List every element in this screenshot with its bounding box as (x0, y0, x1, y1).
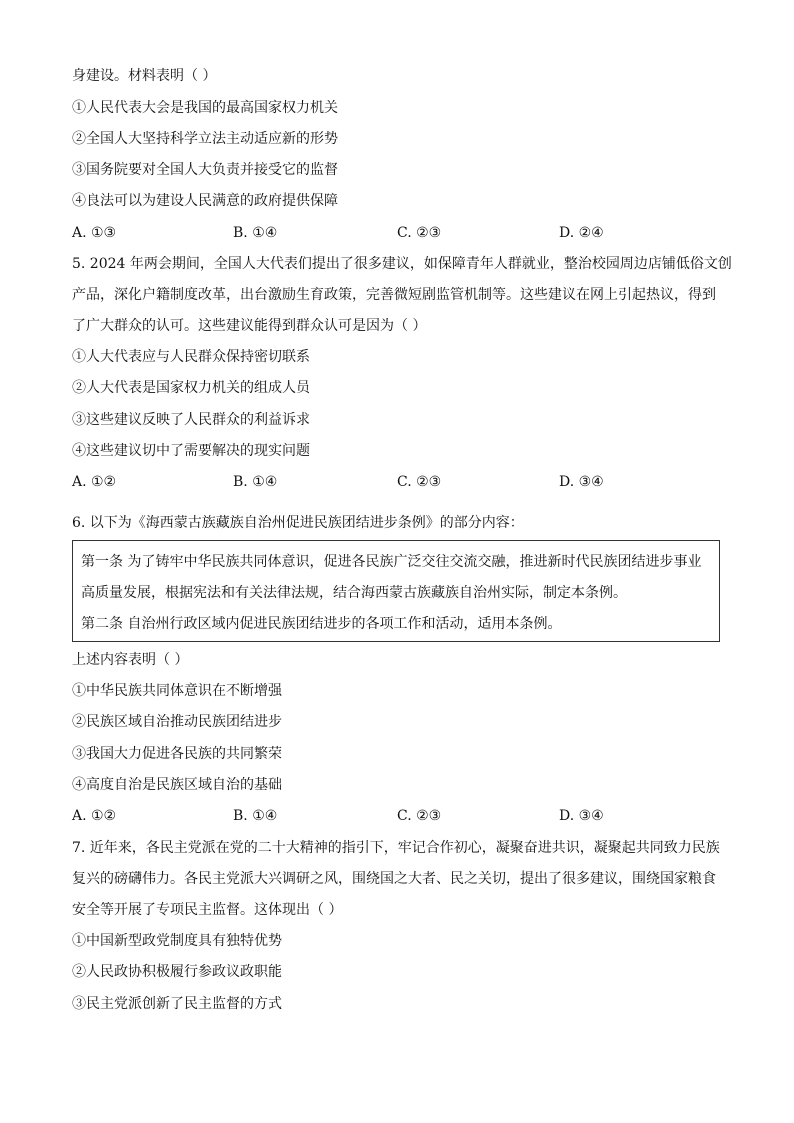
q5-stem-line-2: 产品，深化户籍制度改革，出台激励生育政策，完善微短剧监管机制等。这些建议在网上引起热议，得到 (72, 287, 716, 303)
q7-stem-line-1: 7. 近年来，各民主党派在党的二十大精神的指引下，牢记合作初心，凝聚奋进共识，凝聚起共同致力民族 (72, 840, 720, 856)
q6-statement-1: ①中华民族共同体意识在不断增强 (72, 683, 282, 699)
q4-option-d: D. ②④ (559, 225, 604, 241)
q6-option-a: A. ①② (72, 808, 117, 824)
q5-option-c: C. ②③ (397, 474, 442, 490)
q6-article-1-line-2: 高质量发展，根据宪法和有关法律法规，结合海西蒙古族藏族自治州实际，制定本条例。 (81, 585, 627, 601)
q5-statement-2: ②人大代表是国家权力机关的组成人员 (72, 380, 310, 396)
q5-statement-4: ④这些建议切中了需要解决的现实问题 (72, 443, 310, 459)
q7-statement-1: ①中国新型政党制度具有独特优势 (72, 933, 282, 949)
q6-article-2: 第二条 自治州行政区域内促进民族团结进步的各项工作和活动，适用本条例。 (81, 616, 562, 632)
q5-stem-line-3: 了广大群众的认可。这些建议能得到群众认可是因为（ ） (72, 318, 427, 334)
q5-statement-1: ①人大代表应与人民群众保持密切联系 (72, 349, 310, 365)
q5-option-b: B. ①④ (233, 474, 278, 490)
q5-statement-3: ③这些建议反映了人民群众的利益诉求 (72, 412, 310, 428)
q4-statement-3: ③国务院要对全国人大负责并接受它的监督 (72, 162, 338, 178)
q6-stem: 6. 以下为《海西蒙古族藏族自治州促进民族团结进步条例》的部分内容： (72, 515, 524, 531)
q6-options (72, 806, 632, 826)
q4-option-b: B. ①④ (233, 225, 278, 241)
q5-option-d: D. ③④ (559, 474, 604, 490)
q4-statement-4: ④良法可以为建设人民满意的政府提供保障 (72, 193, 338, 209)
q6-excerpt-box (72, 540, 720, 642)
q4-stem-tail: 身建设。材料表明（ ） (72, 68, 217, 84)
q6-statement-4: ④高度自治是民族区域自治的基础 (72, 777, 282, 793)
q4-option-c: C. ②③ (397, 225, 442, 241)
q4-statement-1: ①人民代表大会是我国的最高国家权力机关 (72, 100, 338, 116)
q7-stem-line-2: 复兴的磅礴伟力。各民主党派大兴调研之风，围绕国之大者、民之关切，提出了很多建议，围绕国家粮食 (72, 871, 716, 887)
q6-option-d: D. ③④ (559, 808, 604, 824)
q6-statement-2: ②民族区域自治推动民族团结进步 (72, 714, 282, 730)
q6-statement-3: ③我国大力促进各民族的共同繁荣 (72, 746, 282, 762)
q7-statement-3: ③民主党派创新了民主监督的方式 (72, 996, 282, 1012)
q5-options (72, 472, 632, 492)
q7-statement-2: ②人民政协积极履行参政议政职能 (72, 964, 282, 980)
q6-option-b: B. ①④ (233, 808, 278, 824)
q4-options (72, 223, 632, 243)
q7-stem-line-3: 安全等开展了专项民主监督。这体现出（ ） (72, 902, 343, 918)
q5-option-a: A. ①② (72, 474, 117, 490)
q5-stem-line-1: 5. 2024 年两会期间，全国人大代表们提出了很多建议，如保障青年人群就业，整治校园周边店铺低俗文创 (72, 256, 732, 272)
q6-option-c: C. ②③ (397, 808, 442, 824)
q6-article-1-line-1: 第一条 为了铸牢中华民族共同体意识，促进各民族广泛交往交流交融，推进新时代民族团结进步事业 (81, 554, 702, 570)
q6-question: 上述内容表明（ ） (72, 652, 189, 668)
q4-statement-2: ②全国人大坚持科学立法主动适应新的形势 (72, 131, 338, 147)
q4-option-a: A. ①③ (72, 225, 117, 241)
